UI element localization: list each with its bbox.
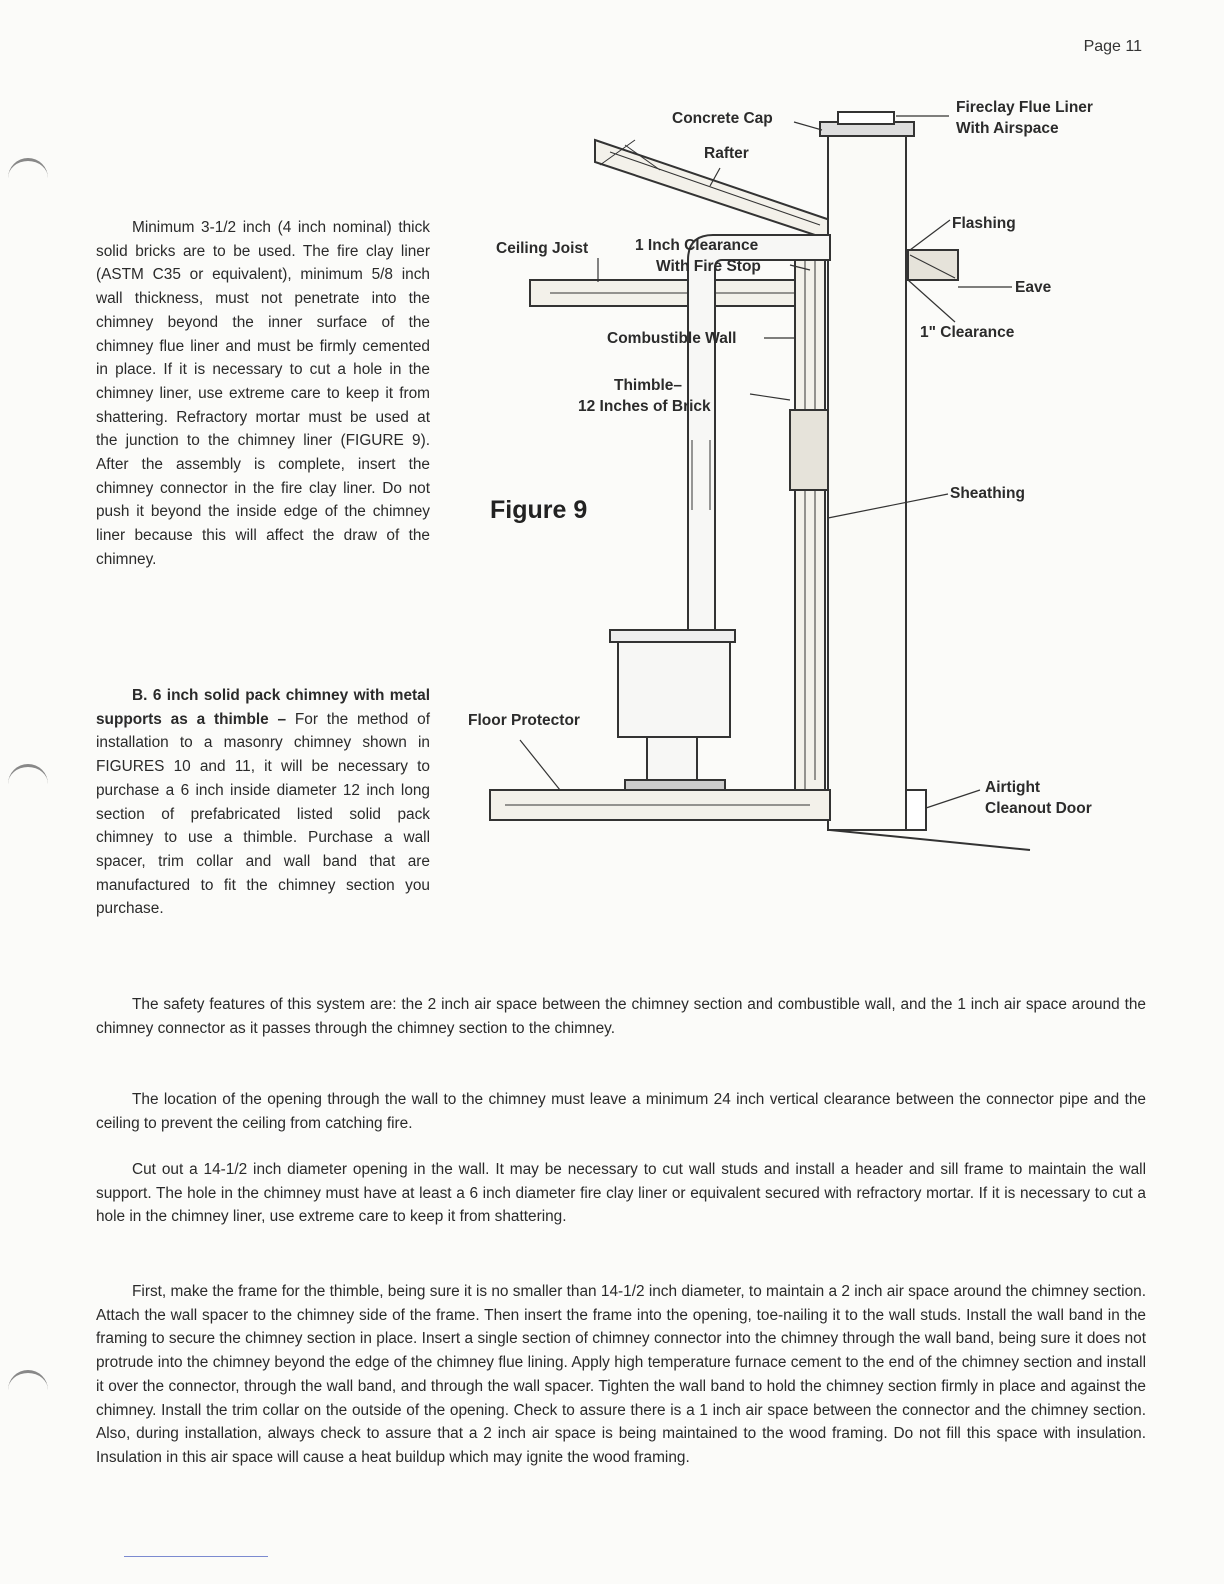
figure-title: Figure 9 — [490, 496, 588, 524]
label-clearance-2: With Fire Stop — [656, 258, 761, 275]
paragraph-2-heading: B. 6 inch solid pack chimney with metal supports as a thimble – — [96, 687, 430, 728]
chimney-body — [828, 130, 906, 830]
body-paragraph-3: Cut out a 14-1/2 inch diameter opening in the wall. It may be necessary to cut wall studs and install a header and sill frame to maintain the wall support. The hole in the chimney must have at least a 6 inch diameter fire clay liner or equivalent secured with refractory mortar. If it is necessary to cut a hole in the chimney liner, use extreme care to keep it from shattering. — [96, 1161, 1146, 1226]
cleanout-door — [906, 790, 926, 830]
label-thimble-1: Thimble– — [614, 377, 683, 394]
label-eave: Eave — [1015, 279, 1052, 296]
binder-hole-mark — [8, 764, 48, 793]
stove-pedestal — [647, 737, 697, 782]
label-airtight-2: Cleanout Door — [985, 800, 1092, 817]
combustible-wall — [795, 240, 825, 805]
left-paragraph-2 — [96, 684, 430, 921]
label-fireclay-liner-2: With Airspace — [956, 120, 1059, 137]
stove-top — [610, 630, 735, 642]
footer-rule — [124, 1556, 268, 1557]
body-paragraph-4: First, make the frame for the thimble, being sure it is no smaller than 14-1/2 inch diameter, to maintain a 2 inch air space around the chimney section. Attach the wall spacer to the chimney side of the frame. Then insert the frame into the opening, toe-nailing it to the wall studs. Install the wall band in the framing to secure the chimney section in place. Insert a single section of chimney connector into the chimney through the wall band, being sure it does not protrude into the chimney beyond the edge of the chimney flue lining. Apply high temperature furnace cement to the end of the chimney section and install it over the connector, through the wall band, and through the wall spacer. Tighten the wall band to hold the chimney section firmly in place and against the chimney. Install the trim collar on the outside of the opening. Check to assure there is a 1 inch air space between the connector and the chimney section. Also, during installation, always check to assure that a 2 inch air space is being maintained to the wood framing. Do not fill this space with insulation. Insulation in this air space will cause a heat buildup which may ignite the wood framing. — [96, 1283, 1146, 1466]
label-clearance-1: 1 Inch Clearance — [635, 237, 759, 254]
floor-protector — [625, 780, 725, 790]
binder-hole-mark — [8, 1370, 48, 1399]
label-one-inch-clearance: 1" Clearance — [920, 324, 1015, 341]
label-floor-protector: Floor Protector — [468, 712, 580, 729]
label-thimble-2: 12 Inches of Brick — [578, 398, 711, 415]
label-combustible-wall: Combustible Wall — [607, 330, 737, 347]
flue-liner-top — [838, 112, 894, 124]
label-airtight-1: Airtight — [985, 779, 1041, 796]
label-concrete-cap: Concrete Cap — [672, 110, 773, 127]
stove-body — [618, 642, 730, 737]
label-flashing: Flashing — [952, 215, 1016, 232]
page-number: Page 11 — [1083, 38, 1142, 55]
body-paragraph-1: The safety features of this system are: the 2 inch air space between the chimney section and combustible wall, and the 1 inch air space around the chimney connector as it passes through the chimney section to the chimney. — [96, 996, 1146, 1037]
thimble-brick — [790, 410, 830, 490]
label-sheathing: Sheathing — [950, 485, 1025, 502]
ground-line — [830, 830, 1030, 850]
paragraph-2-body: For the method of installation to a masonry chimney shown in FIGURES 10 and 11, it will be necessary to purchase a 6 inch inside diameter 12 inch long section of prefabricated listed solid pack chimney to use a thimble. Purchase a wall spacer, trim collar and wall band that are manufactured to fit the chimney section you purchase. — [96, 710, 431, 918]
left-paragraph-1: Minimum 3-1/2 inch (4 inch nominal) thick solid bricks are to be used. The fire clay liner (ASTM C35 or equivalent), minimum 5/8 inch wall thickness, must not penetrate into the chimney beyond the inner surface of the chimney flue liner and must be firmly cemented in place. If it is necessary to cut a hole in the chimney liner, use extreme care to keep it from shattering. Refractory mortar must be used at the junction to the chimney liner (FIGURE 9). After the assembly is complete, insert the chimney connector in the fire clay liner. Do not push it beyond the inside edge of the chimney liner because this will affect the draw of the chimney. — [96, 219, 430, 568]
body-paragraph-2: The location of the opening through the wall to the chimney must leave a minimum 24 inch vertical clearance between the connector pipe and the ceiling to prevent the ceiling from catching fire. — [96, 1091, 1146, 1132]
label-fireclay-liner-1: Fireclay Flue Liner — [956, 99, 1093, 116]
label-rafter: Rafter — [704, 145, 749, 162]
label-ceiling-joist: Ceiling Joist — [496, 240, 589, 257]
binder-hole-mark — [8, 158, 48, 187]
